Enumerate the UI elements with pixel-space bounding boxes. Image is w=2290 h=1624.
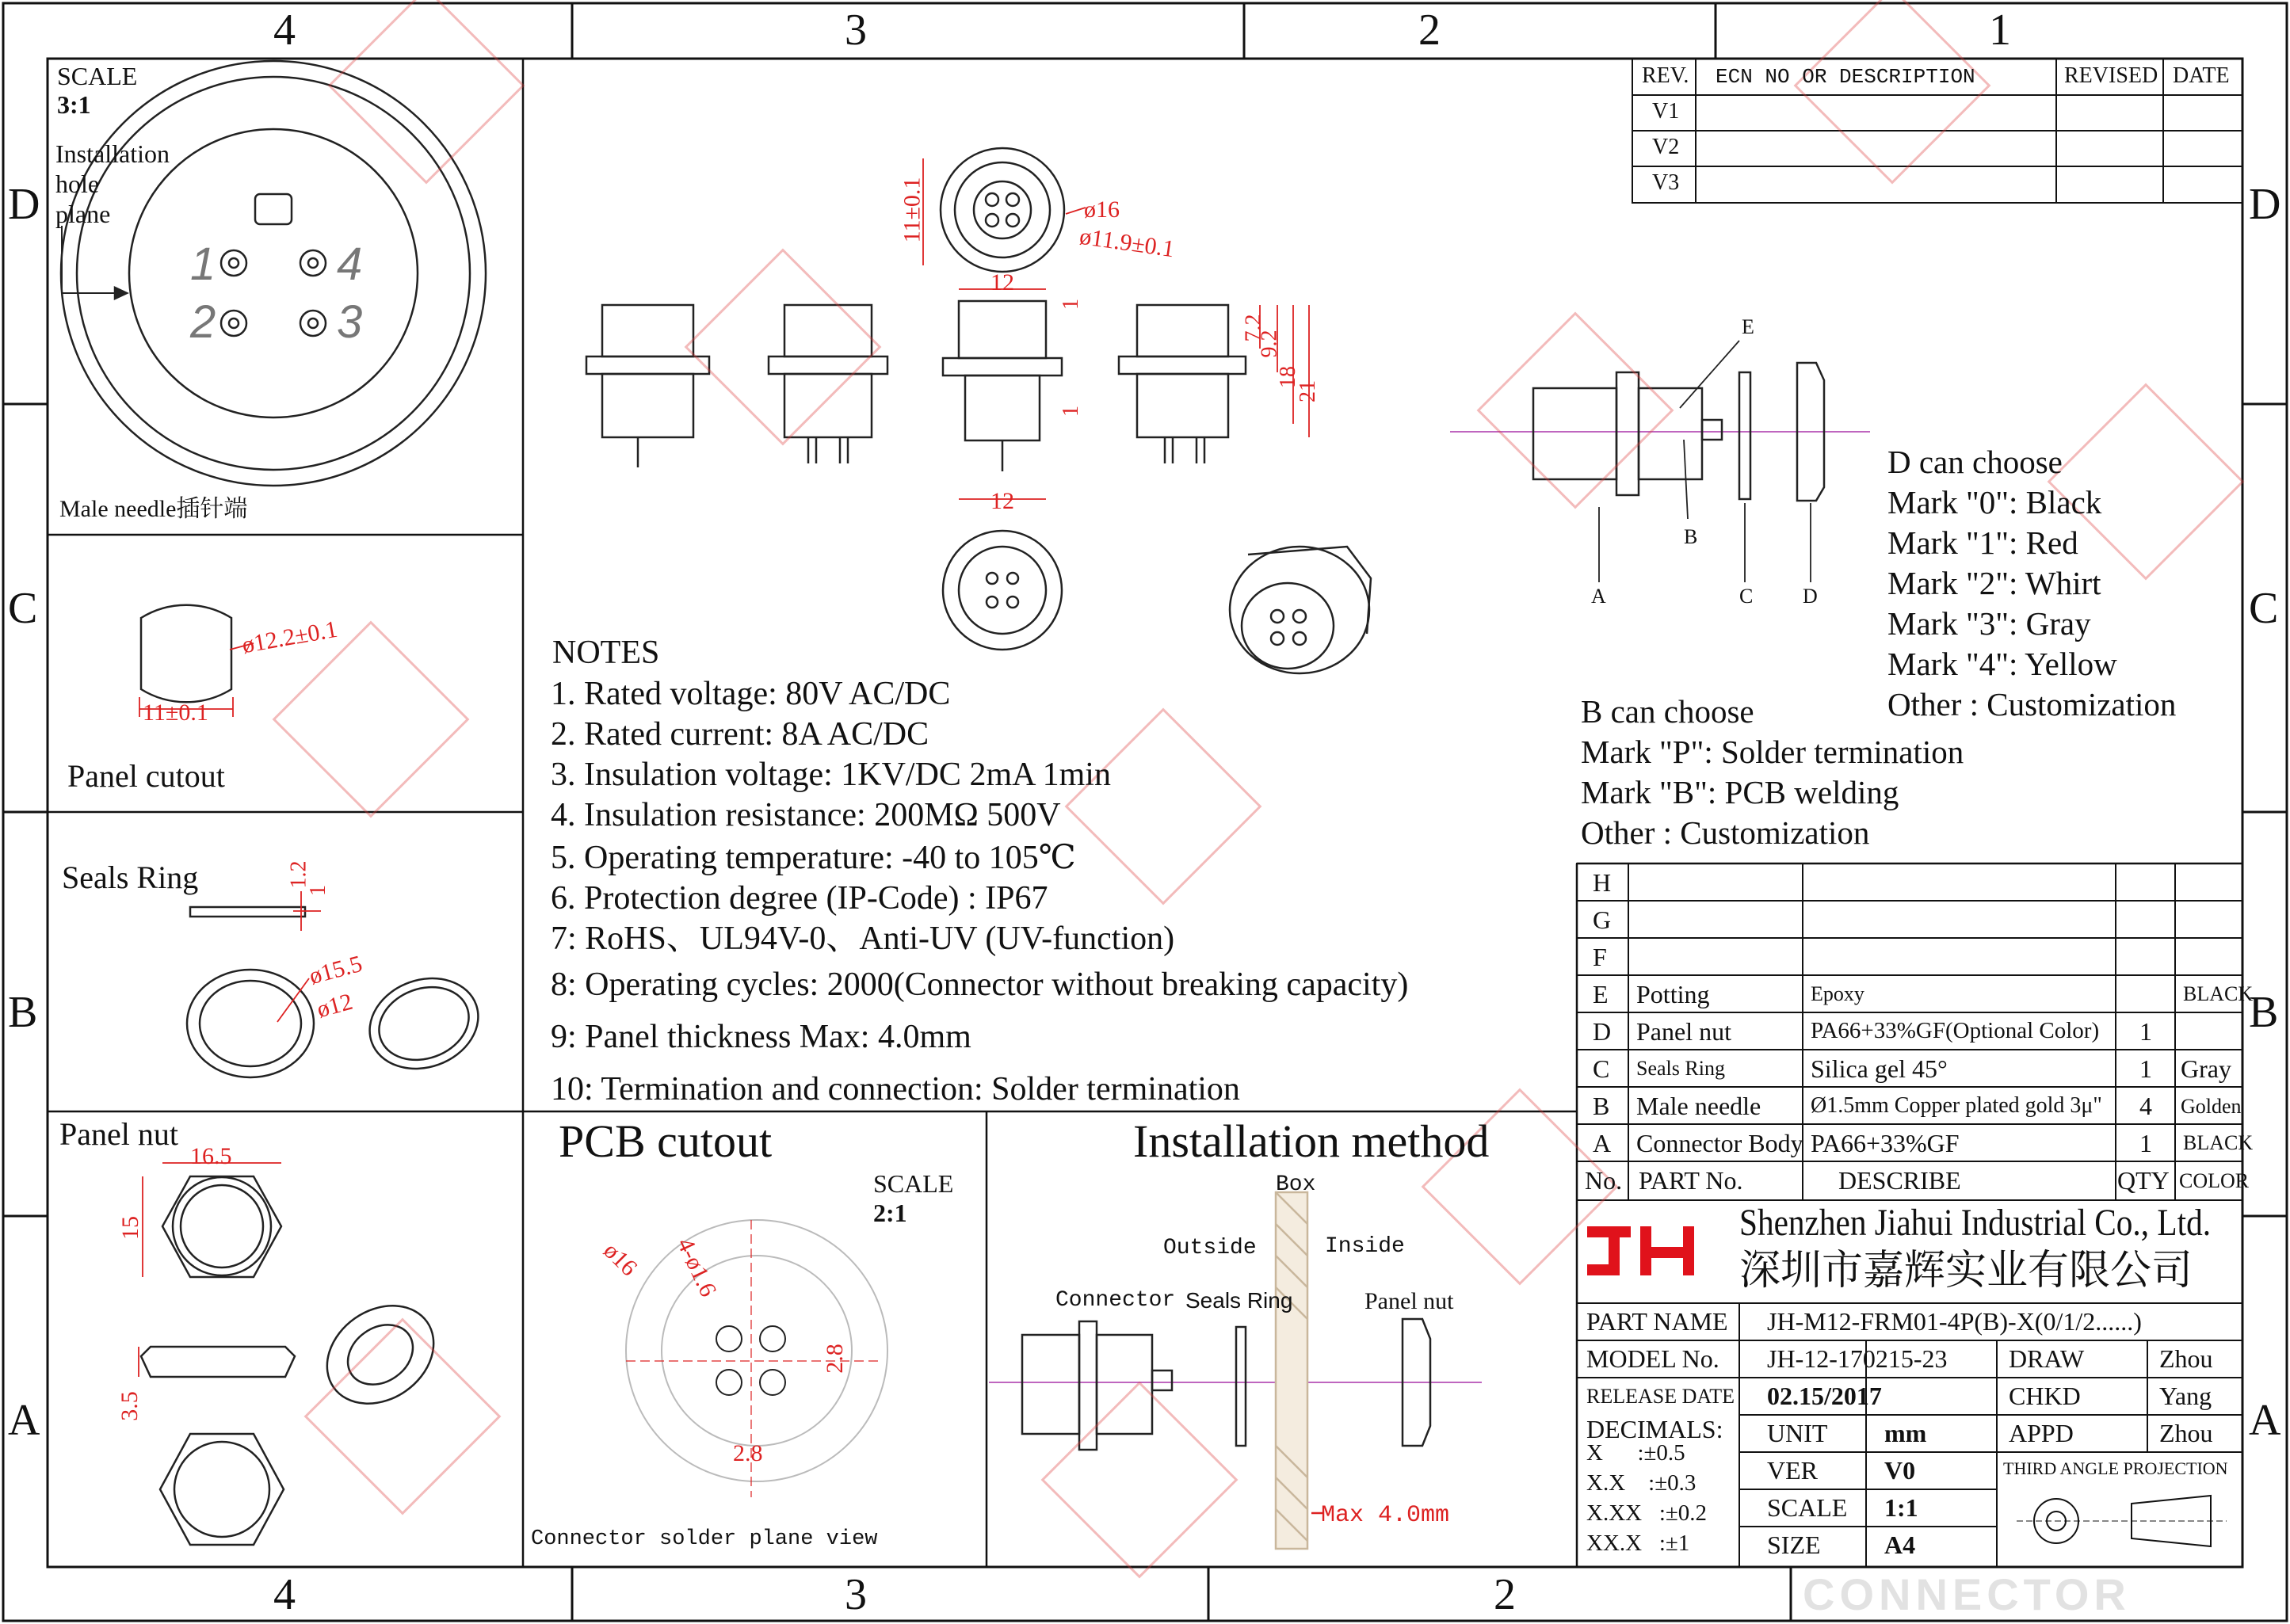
installation-title: Installation method <box>1133 1115 1490 1167</box>
panel-cutout-caption: Panel cutout <box>67 758 225 794</box>
pin-label-3: 3 <box>337 296 363 348</box>
note-item: 8: Operating cycles: 2000(Connector without breaking capacity) <box>551 966 1409 1003</box>
dim-front-d119: ø11.9±0.1 <box>1078 223 1177 263</box>
ver-label: VER <box>1767 1456 1818 1485</box>
exploded-label-c: C <box>1739 585 1754 608</box>
seals-ring-thickness-2: 1 <box>306 885 330 896</box>
dim-width-top: 12 <box>990 269 1014 295</box>
d-choose-item: Other : Customization <box>1887 686 2177 722</box>
exploded-label-d: D <box>1803 585 1818 608</box>
seals-ring-outer-dia: ø15.5 <box>306 950 365 990</box>
bom-row-color: Gray <box>2181 1054 2231 1083</box>
unit-label: UNIT <box>1767 1419 1828 1447</box>
company-logo <box>1587 1226 1694 1275</box>
bom-row-qty: 1 <box>2139 1129 2152 1157</box>
pin-label-4: 4 <box>337 238 363 290</box>
zone-row-right-d: D <box>2249 180 2281 229</box>
pcb-scale-value: 2:1 <box>873 1199 907 1227</box>
bom-header-desc: DESCRIBE <box>1838 1166 1961 1195</box>
d-choose-title: D can choose <box>1887 444 2063 480</box>
note-item: 5. Operating temperature: -40 to 105℃ <box>551 840 1076 876</box>
zone-row-left-c: C <box>8 584 38 633</box>
dim-small-1a: 1 <box>1059 299 1083 310</box>
bom-row-part: Male needle <box>1636 1092 1761 1120</box>
unit-value: mm <box>1884 1419 1927 1447</box>
installation-panel-nut-label: Panel nut <box>1364 1288 1454 1314</box>
bom-row-no: A <box>1593 1129 1612 1157</box>
ver-value: V0 <box>1884 1456 1916 1485</box>
d-choose-item: Mark "0": Black <box>1887 484 2102 520</box>
bom-row-part: Potting <box>1636 980 1710 1008</box>
connector-bottom-views <box>943 531 1371 673</box>
dim-21: 21 <box>1296 380 1320 402</box>
dim-72: 7.2 <box>1241 314 1266 342</box>
zone-row-right-a: A <box>2249 1396 2281 1445</box>
installation-connector-label: Connector <box>1055 1288 1176 1313</box>
zone-col-bottom-2: 2 <box>1494 1570 1516 1619</box>
b-choose-item: Mark "B": PCB welding <box>1581 774 1899 810</box>
bom-row-no: D <box>1593 1017 1612 1046</box>
size-label: SIZE <box>1767 1531 1821 1559</box>
bom-row-desc: PA66+33%GF(Optional Color) <box>1811 1018 2100 1043</box>
zone-row-left-d: D <box>8 180 40 229</box>
connector-front-small <box>923 148 1086 272</box>
model-value: JH-12-170215-23 <box>1767 1344 1948 1373</box>
zone-col-top-3: 3 <box>845 6 867 55</box>
rev-row-label: V1 <box>1652 99 1680 124</box>
pcb-pin-dia: 4-ø1.6 <box>671 1233 722 1301</box>
zone-row-right-b: B <box>2249 988 2279 1037</box>
zone-col-bottom-4: 4 <box>273 1570 296 1619</box>
seals-ring-thickness-1: 1.2 <box>286 860 311 889</box>
bom-row-no: E <box>1593 980 1609 1008</box>
decimal-tolerance: X.XX :±0.2 <box>1586 1500 1708 1526</box>
rev-row-label: V2 <box>1652 135 1680 159</box>
decimal-tolerance: XX.X :±1 <box>1586 1531 1690 1556</box>
scale-value: 1:1 <box>1884 1493 1918 1522</box>
installation-inside-label: Inside <box>1325 1234 1405 1259</box>
bom-row-desc: Ø1.5mm Copper plated gold 3μ" <box>1811 1093 2102 1118</box>
bom-row-no: G <box>1593 905 1612 934</box>
bom-row-qty: 1 <box>2139 1054 2152 1083</box>
bom-row-qty: 1 <box>2139 1017 2152 1046</box>
male-needle-caption: Male needle插针端 <box>59 496 248 522</box>
seals-ring-caption: Seals Ring <box>62 860 199 895</box>
bom-row-no: H <box>1593 868 1612 897</box>
bom-row-color: BLACK <box>2183 1131 2254 1154</box>
installation-hole-label-2: hole <box>55 170 100 198</box>
decimal-tolerance: X.X :±0.3 <box>1586 1470 1697 1496</box>
draw-label: DRAW <box>2009 1344 2085 1373</box>
bom-row-desc: Silica gel 45° <box>1811 1054 1948 1083</box>
note-item: 1. Rated voltage: 80V AC/DC <box>551 676 951 712</box>
rev-header-date: DATE <box>2173 63 2230 88</box>
draw-value: Zhou <box>2159 1344 2213 1373</box>
dim-front-d16: ø16 <box>1084 196 1120 223</box>
bom-header-part: PART No. <box>1639 1166 1743 1195</box>
release-date-value: 02.15/2017 <box>1767 1382 1882 1410</box>
panel-nut-thickness: 3.5 <box>116 1391 143 1421</box>
installation-seals-ring-label: Seals Ring <box>1185 1288 1293 1313</box>
pcb-cutout-caption: Connector solder plane view <box>531 1527 878 1551</box>
bom-row-desc: PA66+33%GF <box>1811 1129 1960 1157</box>
bom-row-color: BLACK <box>2183 982 2254 1005</box>
rev-header-ecn: ECN NO OR DESCRIPTION <box>1716 65 1975 89</box>
model-label: MODEL No. <box>1586 1344 1719 1373</box>
watermark-logo: CONNECTOR <box>1803 1569 2131 1619</box>
exploded-label-e: E <box>1742 315 1754 338</box>
dim-92: 9.2 <box>1257 330 1282 358</box>
note-item: 10: Termination and connection: Solder termination <box>551 1071 1240 1107</box>
dim-18: 18 <box>1276 366 1300 388</box>
part-name-value: JH-M12-FRM01-4P(B)-X(0/1/2......) <box>1767 1307 2142 1336</box>
appd-label: APPD <box>2009 1419 2074 1447</box>
zone-row-left-a: A <box>8 1396 40 1445</box>
bom-row-no: B <box>1593 1092 1610 1120</box>
panel-cutout-diameter: ø12.2±0.1 <box>239 616 340 659</box>
decimals-label: DECIMALS: <box>1586 1415 1723 1443</box>
note-item: 9: Panel thickness Max: 4.0mm <box>551 1019 971 1055</box>
projection-label: THIRD ANGLE PROJECTION <box>2003 1458 2228 1478</box>
zone-row-right-c: C <box>2249 584 2279 633</box>
male-scale-label: SCALE <box>57 62 138 90</box>
rev-header-rev: REV. <box>1642 63 1689 88</box>
dim-small-1b: 1 <box>1059 406 1083 417</box>
zone-row-left-b: B <box>8 988 38 1037</box>
pcb-pitch-vertical: 2.8 <box>821 1344 848 1374</box>
note-item: 4. Insulation resistance: 200MΩ 500V <box>551 797 1061 833</box>
d-choose-item: Mark "2": Whirt <box>1887 565 2101 601</box>
d-choose-item: Mark "1": Red <box>1887 524 2078 561</box>
notes-title: NOTES <box>552 635 660 671</box>
pcb-outer-dia: ø16 <box>598 1237 643 1282</box>
bom-header-color: COLOR <box>2179 1169 2250 1192</box>
bom-row-no: F <box>1593 943 1607 971</box>
bom-row-color: Golden <box>2181 1095 2242 1118</box>
rev-header-revised: REVISED <box>2064 63 2158 88</box>
d-choose-item: Mark "3": Gray <box>1887 605 2091 642</box>
panel-nut-width: 16.5 <box>190 1143 232 1169</box>
bom-header-qty: QTY <box>2117 1166 2170 1195</box>
connector-side-views <box>586 289 1309 499</box>
pcb-cutout-title: PCB cutout <box>559 1115 773 1167</box>
b-choose-item: Mark "P": Solder termination <box>1581 734 1964 770</box>
pcb-scale-label: SCALE <box>873 1169 954 1198</box>
pin-label-2: 2 <box>190 296 216 348</box>
zone-col-bottom-3: 3 <box>845 1570 867 1619</box>
bom-header-no: No. <box>1585 1166 1623 1195</box>
panel-nut-height: 15 <box>117 1216 143 1240</box>
d-choose-item: Mark "4": Yellow <box>1887 646 2117 682</box>
size-value: A4 <box>1884 1531 1916 1559</box>
part-name-label: PART NAME <box>1586 1307 1728 1336</box>
rev-row-label: V3 <box>1652 170 1680 195</box>
installation-hole-label-3: plane <box>55 200 111 228</box>
bom-row-part: Connector Body <box>1636 1129 1803 1157</box>
dim-front-height: 11±0.1 <box>899 177 926 243</box>
exploded-label-b: B <box>1684 525 1698 548</box>
appd-value: Zhou <box>2159 1419 2213 1447</box>
chkd-value: Yang <box>2159 1382 2212 1410</box>
b-choose-item: Other : Customization <box>1581 814 1870 851</box>
seals-ring-drawing <box>187 891 491 1084</box>
installation-box-label: Box <box>1276 1172 1316 1197</box>
installation-max-thickness: Max 4.0mm <box>1321 1502 1450 1529</box>
pcb-pitch-horizontal: 2.8 <box>733 1440 763 1466</box>
dim-width-bottom: 12 <box>990 488 1014 514</box>
installation-outside-label: Outside <box>1163 1236 1257 1260</box>
panel-cutout-flat: 11±0.1 <box>143 700 208 726</box>
bom-row-qty: 4 <box>2139 1092 2152 1120</box>
pin-label-1: 1 <box>190 238 216 290</box>
note-item: 6. Protection degree (IP-Code) : IP67 <box>551 880 1048 917</box>
decimal-tolerance: X :±0.5 <box>1586 1440 1685 1466</box>
exploded-label-a: A <box>1591 585 1606 608</box>
scale-label: SCALE <box>1767 1493 1848 1522</box>
seals-ring-inner-dia: ø12 <box>314 988 356 1024</box>
zone-col-top-4: 4 <box>273 6 296 55</box>
bom-row-desc: Epoxy <box>1811 982 1864 1005</box>
company-name-cn: 深圳市嘉辉实业有限公司 <box>1739 1247 2193 1294</box>
bom-row-no: C <box>1593 1054 1610 1083</box>
note-item: 7: RoHS、UL94V-0、Anti-UV (UV-function) <box>551 921 1175 957</box>
note-item: 2. Rated current: 8A AC/DC <box>551 716 929 753</box>
panel-nut-caption: Panel nut <box>59 1116 178 1152</box>
bom-row-part: Seals Ring <box>1636 1057 1725 1080</box>
company-name-en: Shenzhen Jiahui Industrial Co., Ltd. <box>1739 1202 2212 1244</box>
zone-col-top-1: 1 <box>1989 6 2011 55</box>
zone-col-top-2: 2 <box>1418 6 1441 55</box>
release-date-label: RELEASE DATE <box>1586 1385 1735 1408</box>
note-item: 3. Insulation voltage: 1KV/DC 2mA 1min <box>551 757 1111 793</box>
installation-hole-label-1: Installation <box>55 139 170 168</box>
chkd-label: CHKD <box>2009 1382 2081 1410</box>
b-choose-title: B can choose <box>1581 693 1754 730</box>
male-scale-value: 3:1 <box>57 90 91 119</box>
bom-row-part: Panel nut <box>1636 1017 1731 1046</box>
